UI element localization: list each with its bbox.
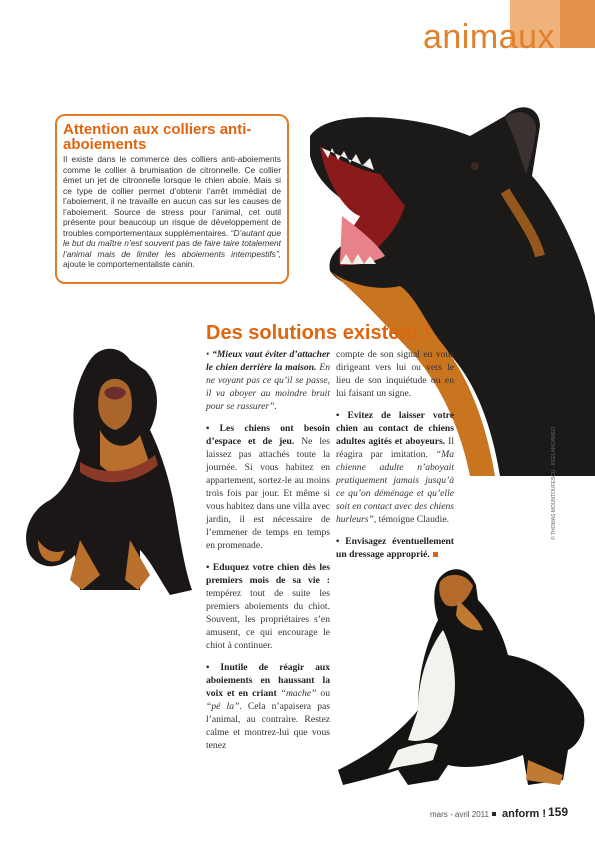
paragraph-5 bbox=[336, 348, 454, 400]
p6-bold: • Evitez de laisser votre chien au contact de chiens adultes agités et aboyeurs. bbox=[336, 410, 454, 447]
p6-text-2: témoigne Claudie. bbox=[376, 514, 449, 525]
photo-credit: © THOMAS MOUNTOUFESCU - KEELANGAMEO bbox=[551, 426, 557, 540]
p4-bold: • Inutile de réagir aux aboiements en haussant la voix et en criant bbox=[206, 662, 330, 699]
p1-bold: “Mieux vaut éviter d’attacher le chien derrière la maison. bbox=[206, 349, 330, 373]
p2-text: Ne les laissez pas attachés toute la journée. Si vous habitez en appartement, sortez-le au moins trois fois par jour. Et même si vous habitez dans une villa avec jardin, il est nécessaire de l’emmener de temps en temps en promenade. bbox=[206, 436, 330, 551]
article-column-1 bbox=[206, 348, 330, 761]
paragraph-6 bbox=[336, 409, 454, 526]
p1-italic: En ne voyant pas ce qu’il se passe, il va aboyer au moindre bruit pour se rassurer”. bbox=[206, 362, 330, 412]
box-tail: ajoute le comportementaliste canin. bbox=[63, 259, 195, 269]
box-quote: “D’autant que le but du maître n’est souvent pas de faire taire totalement l’animal mais de limiter les aboiements intempestifs”, bbox=[63, 227, 281, 259]
paragraph-2 bbox=[206, 422, 330, 552]
p4-text-2: . Cela n’apaisera pas l’animal, au contraire. Restez calme et montrez-lui que vous tenez bbox=[206, 701, 330, 751]
footer bbox=[430, 808, 546, 820]
article-column-2 bbox=[336, 348, 454, 570]
rottweiler-photo bbox=[20, 340, 195, 605]
page-number: 159 bbox=[548, 805, 569, 819]
paragraph-3 bbox=[206, 561, 330, 652]
p6-text: Il réagira par imitation. bbox=[336, 436, 455, 460]
paragraph-1 bbox=[206, 348, 330, 413]
section-title: animaux bbox=[422, 18, 555, 56]
info-box bbox=[55, 114, 289, 284]
header-band-accent bbox=[560, 0, 595, 48]
p2-bold: • Les chiens ont besoin d’espace et de jeu. bbox=[206, 423, 330, 447]
box-body bbox=[63, 154, 281, 270]
p7-bold: • Envisagez éventuellement un dressage approprié. bbox=[336, 536, 454, 560]
article-title: Des solutions existent ! bbox=[206, 322, 431, 344]
p5-text: compte de son signal en vous dirigeant vers lui ou vers le lieu de son inquiétude ou en lui faisant un signe. bbox=[336, 349, 454, 399]
box-title: Attention aux colliers anti-aboiements bbox=[63, 121, 252, 153]
footer-brand: anform ! bbox=[501, 808, 546, 820]
p4-text-1: ou bbox=[316, 688, 330, 699]
box-body-text: Il existe dans le commerce des colliers anti-aboiements comme le collier à brumisation de citronnelle. Ce collier émet un jet de citronnelle lorsque le chien aboie. Mais si ce type de collier permet d’obtenir l’arrêt immédiat de l’aboiement, il ne travaille en aucun cas sur les causes de l’aboiement. Source de stress pour l’animal, cet outil présente pour beaucoup un risque de développement de troubles comportementaux supplémentaires. bbox=[63, 154, 281, 238]
p4-italic-1: “mache” bbox=[276, 688, 317, 699]
p3-text: tempérez tout de suite les premiers aboiements du chiot. Souvent, les propriétaires s’en amusent, ce qui encourage le chiot à continuer. bbox=[206, 588, 330, 651]
p3-bold: • Eduquez votre chien dès les premiers mois de sa vie : bbox=[206, 562, 330, 586]
paragraph-4 bbox=[206, 661, 330, 752]
footer-date: mars - avril 2011 bbox=[430, 810, 489, 819]
paragraph-7 bbox=[336, 535, 454, 561]
bullet: • bbox=[206, 349, 213, 360]
end-mark bbox=[433, 552, 438, 557]
p4-italic-2: “pé la” bbox=[206, 701, 240, 712]
sheltie-photo bbox=[328, 560, 590, 792]
p6-italic: “Ma chienne adulte n’aboyait pratiquement jamais jusqu’à ce qu’on déménage et qu’elle soit en contact avec des chiens hurleurs”, bbox=[336, 449, 455, 525]
footer-separator bbox=[492, 812, 496, 816]
